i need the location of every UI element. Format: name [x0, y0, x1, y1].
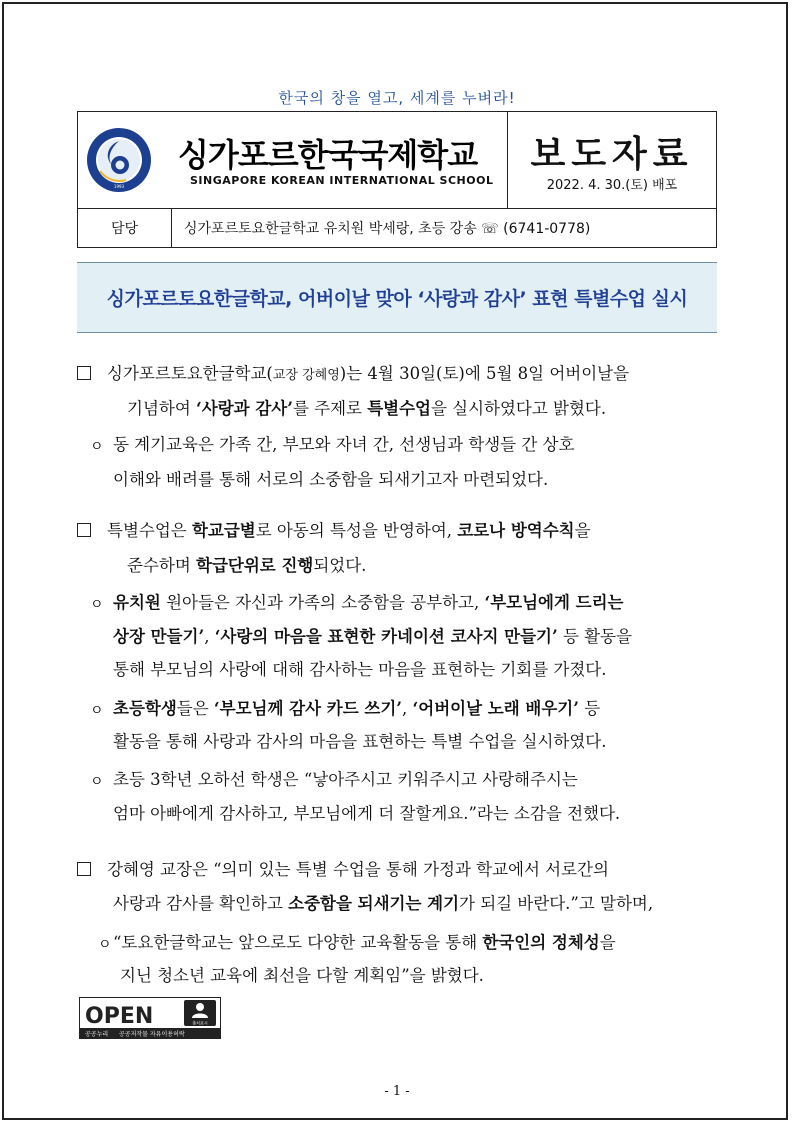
paragraph-line: 준수하며 학급단위로 진행되었다. — [127, 556, 367, 575]
paragraph-line: 상장 만들기’, ‘사랑의 마음을 표현한 카네이션 코사지 만들기’ 등 활동을 — [113, 627, 632, 646]
attribution-label: 출처표시 — [192, 1020, 208, 1026]
paragraph-line: 유치원 원아들은 자신과 가족의 소중함을 공부하고, ‘부모님에게 드리는 — [113, 593, 624, 612]
open-license-badge — [79, 997, 221, 1039]
contact-value: 싱가포르토요한글학교 유치원 박세랑, 초등 강송 ☏ (6741-0778) — [172, 209, 717, 248]
school-logo-icon — [86, 127, 152, 193]
open-text: OPEN — [85, 1004, 154, 1029]
paragraph-line: 특별수업은 학교급별로 아동의 특성을 반영하여, 코로나 방역수칙을 — [107, 521, 591, 540]
slogan: 한국의 창을 열고, 세계를 누벼라! — [278, 89, 516, 107]
section-checkbox — [77, 523, 91, 537]
headline-box — [77, 262, 717, 333]
paragraph-line: 초등 3학년 오하선 학생은 “낳아주시고 키워주시고 사랑해주시는 — [113, 770, 578, 789]
logo-year: 1993 — [113, 184, 125, 189]
contact-table — [77, 208, 717, 248]
paragraph-line: 지닌 청소년 교육에 최선을 다할 계획임”을 밝혔다. — [120, 966, 484, 985]
paragraph-line: 통해 부모님의 사랑에 대해 감사하는 마음을 표현하는 기회를 가졌다. — [113, 660, 607, 679]
school-name-english: SINGAPORE KOREAN INTERNATIONAL SCHOOL — [190, 174, 494, 187]
paragraph-line: 이해와 배려를 통해 서로의 소중함을 되새기고자 마련되었다. — [113, 470, 549, 489]
paragraph-line: 기념하여 ‘사랑과 감사’를 주제로 특별수업을 실시하였다고 밝혔다. — [127, 399, 607, 418]
press-cell — [508, 112, 717, 209]
bullet-circle: ㅇ — [90, 774, 104, 790]
badge-footer-right: 공공저작물 자유이용허락 — [119, 1031, 185, 1038]
press-release-date: 2022. 4. 30.(토) 배포 — [546, 178, 678, 193]
bullet-circle: ㅇ — [90, 703, 104, 719]
paragraph-line: 초등학생들은 ‘부모님께 감사 카드 쓰기’, ‘어버이날 노래 배우기’ 등 — [113, 699, 601, 718]
contact-label: 담당 — [78, 209, 172, 248]
bullet-circle: ㅇ — [90, 439, 104, 455]
paragraph-line: 싱가포르토요한글학교(교장 강혜영)는 4월 30일(토)에 5월 8일 어버이날을 — [107, 364, 630, 383]
paragraph-line: “토요한글학교는 앞으로도 다양한 교육활동을 통해 한국인의 정체성을 — [113, 933, 616, 952]
headline: 싱가포르토요한글학교, 어버이날 맞아 ‘사랑과 감사’ 표현 특별수업 실시 — [106, 288, 688, 310]
badge-footer-left: 공공누리 — [85, 1031, 109, 1038]
paragraph-line: 사랑과 감사를 확인하고 소중함을 되새기는 계기가 되길 바란다.”고 말하며, — [113, 894, 654, 913]
paragraph-line: 동 계기교육은 가족 간, 부모와 자녀 간, 선생님과 학생들 간 상호 — [113, 435, 575, 454]
bullet-circle: ㅇ — [90, 597, 104, 613]
paragraph-line: 활동을 통해 사랑과 감사의 마음을 표현하는 특별 수업을 실시하였다. — [113, 732, 607, 751]
bullet-circle: ㅇ — [98, 937, 112, 953]
press-release-title: 보도자료 — [530, 134, 694, 175]
school-name-korean: 싱가포르한국국제학교 — [178, 136, 478, 174]
paragraph-line: 엄마 아빠에게 감사하고, 부모님에게 더 잘할게요.”라는 소감을 전했다. — [113, 804, 621, 823]
paragraph-line: 강혜영 교장은 “의미 있는 특별 수업을 통해 가정과 학교에서 서로간의 — [107, 860, 609, 879]
section-checkbox — [77, 862, 91, 876]
school-cell — [78, 112, 508, 209]
section-checkbox — [77, 366, 91, 380]
header-table — [77, 111, 717, 209]
page-number: - 1 - — [384, 1084, 410, 1099]
